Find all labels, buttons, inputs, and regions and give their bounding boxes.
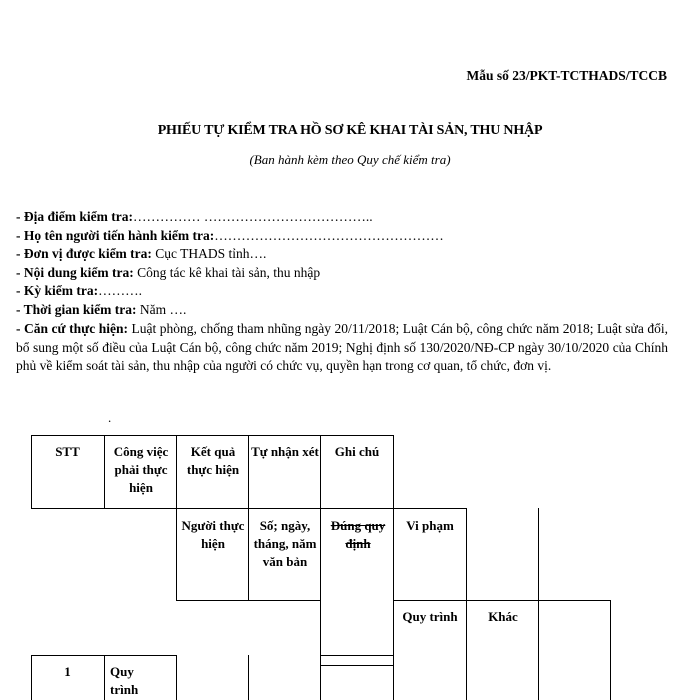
table-rule [248, 435, 249, 601]
info-location [16, 208, 668, 227]
sub-person: Người thực hiện [181, 518, 245, 551]
form-code: Mẫu số 23/PKT-TCTHADS/TCCB [466, 68, 667, 83]
table-rule [176, 435, 177, 601]
document-subtitle: (Ban hành kèm theo Quy chế kiểm tra) [249, 152, 451, 167]
period-value: ………. [98, 283, 142, 298]
sub-procedure: Quy trình [402, 609, 458, 624]
basis-label: - Căn cứ thực hiện: [16, 321, 129, 336]
col-task: Công việc phải thực hiện [113, 444, 169, 495]
col-result: Kết quả thực hiện [186, 444, 240, 477]
unit-value: Cục THADS tỉnh…. [151, 246, 267, 261]
table-rule [393, 435, 394, 700]
row1-task: Quy trình [110, 664, 139, 697]
stray-dot: . [108, 410, 112, 425]
table-rule [538, 508, 539, 700]
info-unit [16, 245, 668, 264]
unit-label: - Đơn vị được kiểm tra: [16, 246, 152, 261]
content-value: Công tác kê khai tài sản, thu nhập [133, 265, 321, 280]
sub-other: Khác [488, 609, 518, 624]
period-label: - Kỳ kiểm tra: [16, 283, 99, 298]
info-inspector [16, 227, 668, 246]
col-stt: STT [55, 444, 80, 459]
content-label: - Nội dung kiểm tra: [16, 265, 134, 280]
time-label: - Thời gian kiểm tra: [16, 302, 137, 317]
table-rule [248, 655, 249, 700]
location-label: - Địa điểm kiểm tra: [16, 209, 133, 224]
table-rule [104, 655, 105, 700]
inspector-value: …………………………………………… [214, 228, 444, 243]
info-basis [16, 320, 668, 376]
info-content [16, 264, 668, 283]
sub-violate: Vi phạm [406, 518, 454, 533]
document-title: PHIẾU TỰ KIỂM TRA HỒ SƠ KÊ KHAI TÀI SẢN, THU NHẬP [157, 123, 543, 138]
table-rule [320, 665, 393, 666]
table-rule [320, 655, 393, 656]
table-rule [610, 600, 611, 700]
sub-correct: Đúng quy định [330, 518, 386, 551]
basis-value: Luật phòng, chống tham nhũng ngày 20/11/2018; Luật Cán bộ, công chức năm 2018; Luật sửa đổi, bổ sung một số điều của Luật Cán bộ, công chức năm 2019; Nghị định số 130/2020/NĐ-CP ngày 30/10/2020 của Chính phủ về kiểm soát tài sản, thu nhập của người có chức vụ, quyền hạn trong cơ quan, tổ chức, đơn vị. [16, 321, 669, 373]
location-value: …………… ……………………………….. [132, 209, 373, 224]
info-period [16, 282, 668, 301]
table-rule [393, 600, 610, 601]
table-rule [104, 435, 105, 509]
table-rule [320, 435, 321, 700]
table-rule [31, 435, 393, 436]
table-rule [176, 508, 466, 509]
col-self: Tự nhận xét [251, 444, 319, 459]
table-rule [176, 655, 177, 700]
row1-stt: 1 [64, 664, 71, 679]
table-rule [466, 508, 467, 700]
info-time [16, 301, 668, 320]
col-note: Ghi chú [334, 444, 380, 459]
sub-doc: Số; ngày, tháng, năm văn bản [253, 518, 317, 569]
time-value: Năm …. [136, 302, 187, 317]
inspector-label: - Họ tên người tiến hành kiểm tra: [16, 228, 215, 243]
